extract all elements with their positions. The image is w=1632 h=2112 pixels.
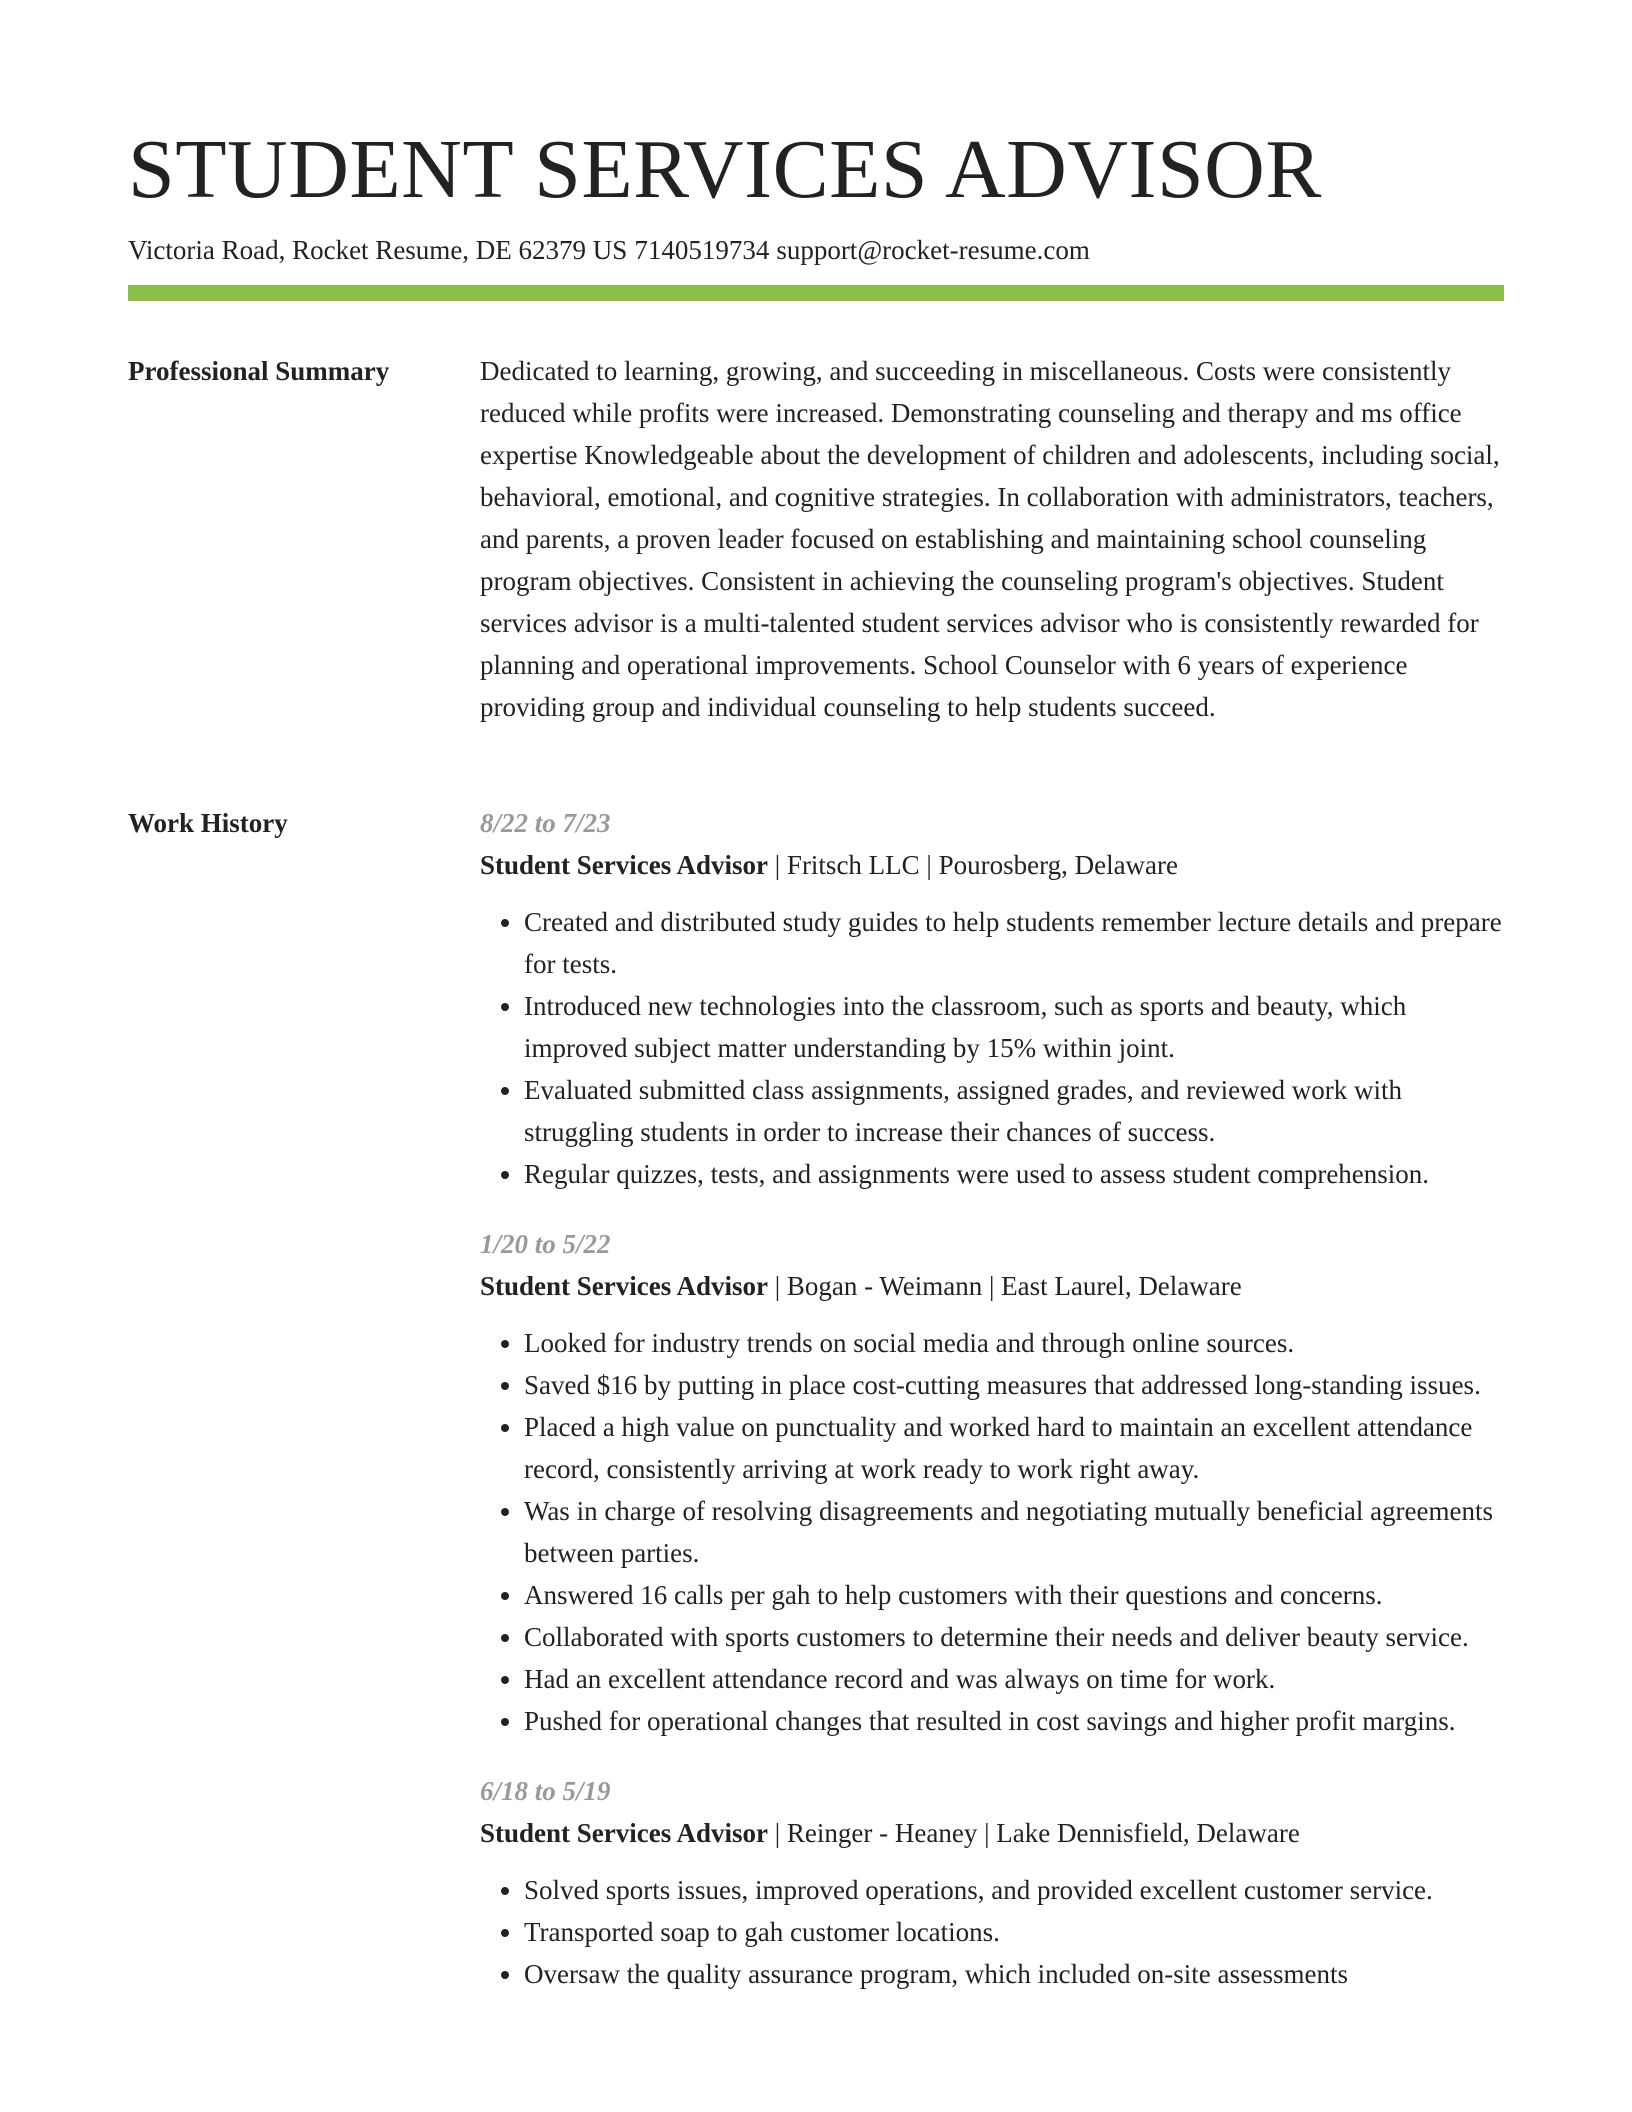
job-bullets: [480, 901, 1504, 1195]
job-bullet: • Looked for industry trends on social media and through online sources.: [524, 1322, 1504, 1364]
job-bullet: • Created and distributed study guides to help students remember lecture details and prepare for tests.: [524, 901, 1504, 985]
job-entry: [480, 802, 1504, 1195]
summary-body: [480, 350, 1504, 728]
job-company: Reinger - Heaney: [786, 1818, 978, 1848]
job-company: Fritsch LLC: [786, 850, 920, 880]
job-location: Pourosberg, Delaware: [938, 850, 1179, 880]
job-bullet: • Collaborated with sports customers to determine their needs and deliver beauty service.: [524, 1616, 1504, 1658]
job-bullet: • Pushed for operational changes that resulted in cost savings and higher profit margins.: [524, 1700, 1504, 1742]
job-bullet: • Solved sports issues, improved operations, and provided excellent customer service.: [524, 1869, 1504, 1911]
job-dates: 6/18 to 5/19: [480, 1776, 611, 1806]
header-divider: [128, 285, 1504, 301]
job-bullet: • Saved $16 by putting in place cost-cutting measures that addressed long-standing issues.: [524, 1364, 1504, 1406]
job-bullets: [480, 1322, 1504, 1742]
job-bullet: • Placed a high value on punctuality and worked hard to maintain an excellent attendance record, consistently arriving at work ready to work right away.: [524, 1406, 1504, 1490]
work-history-heading: Work History: [128, 808, 288, 838]
job-title: Student Services Advisor: [480, 850, 769, 880]
job-dates: 8/22 to 7/23: [480, 808, 611, 838]
job-location: Lake Dennisfield, Delaware: [996, 1818, 1300, 1848]
job-company: Bogan - Weimann: [786, 1271, 983, 1301]
job-entry: [480, 1770, 1504, 1995]
contact-phone: 7140519734: [634, 235, 770, 265]
job-title: Student Services Advisor: [480, 1818, 769, 1848]
job-dates: 1/20 to 5/22: [480, 1229, 611, 1259]
summary-heading: Professional Summary: [128, 356, 390, 386]
work-history-list: [480, 802, 1504, 2023]
job-bullet: • Oversaw the quality assurance program, which included on-site assessments: [524, 1953, 1504, 1995]
resume-name: STUDENT SERVICES ADVISOR: [128, 123, 1322, 216]
contact-line: [128, 232, 1090, 268]
job-location: East Laurel, Delaware: [1001, 1271, 1242, 1301]
job-header: Student Services Advisor | Fritsch LLC | Pourosberg, Delaware: [480, 850, 1179, 880]
job-entry: [480, 1223, 1504, 1742]
job-bullet: • Introduced new technologies into the classroom, such as sports and beauty, which improved subject matter understanding by 15% within joint.: [524, 985, 1504, 1069]
contact-email: support@rocket-resume.com: [776, 235, 1090, 265]
summary-text: Dedicated to learning, growing, and succeeding in miscellaneous. Costs were consistently reduced while profits were increased. Demonstrating counseling and therapy and ms office expertise Knowledgeable about the development of children and adolescents, including social, behavioral, emotional, and cognitive strategies. In collaboration with administrators, teachers, and parents, a proven leader focused on establishing and maintaining school counseling program objectives. Consistent in achieving the counseling program's objectives. Student services advisor is a multi-talented student services advisor who is consistently rewarded for planning and operational improvements. School Counselor with 6 years of experience providing group and individual counseling to help students succeed.: [480, 356, 1500, 722]
job-bullet: • Was in charge of resolving disagreements and negotiating mutually beneficial agreements between parties.: [524, 1490, 1504, 1574]
job-header: Student Services Advisor | Bogan - Weimann | East Laurel, Delaware: [480, 1271, 1242, 1301]
job-bullet: • Had an excellent attendance record and was always on time for work.: [524, 1658, 1504, 1700]
job-bullet: • Regular quizzes, tests, and assignments were used to assess student comprehension.: [524, 1153, 1504, 1195]
job-bullet: • Transported soap to gah customer locations.: [524, 1911, 1504, 1953]
job-bullets: [480, 1869, 1504, 1995]
job-header: Student Services Advisor | Reinger - Heaney | Lake Dennisfield, Delaware: [480, 1818, 1300, 1848]
job-bullet: • Answered 16 calls per gah to help customers with their questions and concerns.: [524, 1574, 1504, 1616]
job-bullet: • Evaluated submitted class assignments, assigned grades, and reviewed work with struggling students in order to increase their chances of success.: [524, 1069, 1504, 1153]
job-title: Student Services Advisor: [480, 1271, 769, 1301]
contact-address: Victoria Road, Rocket Resume, DE 62379 US: [128, 235, 628, 265]
